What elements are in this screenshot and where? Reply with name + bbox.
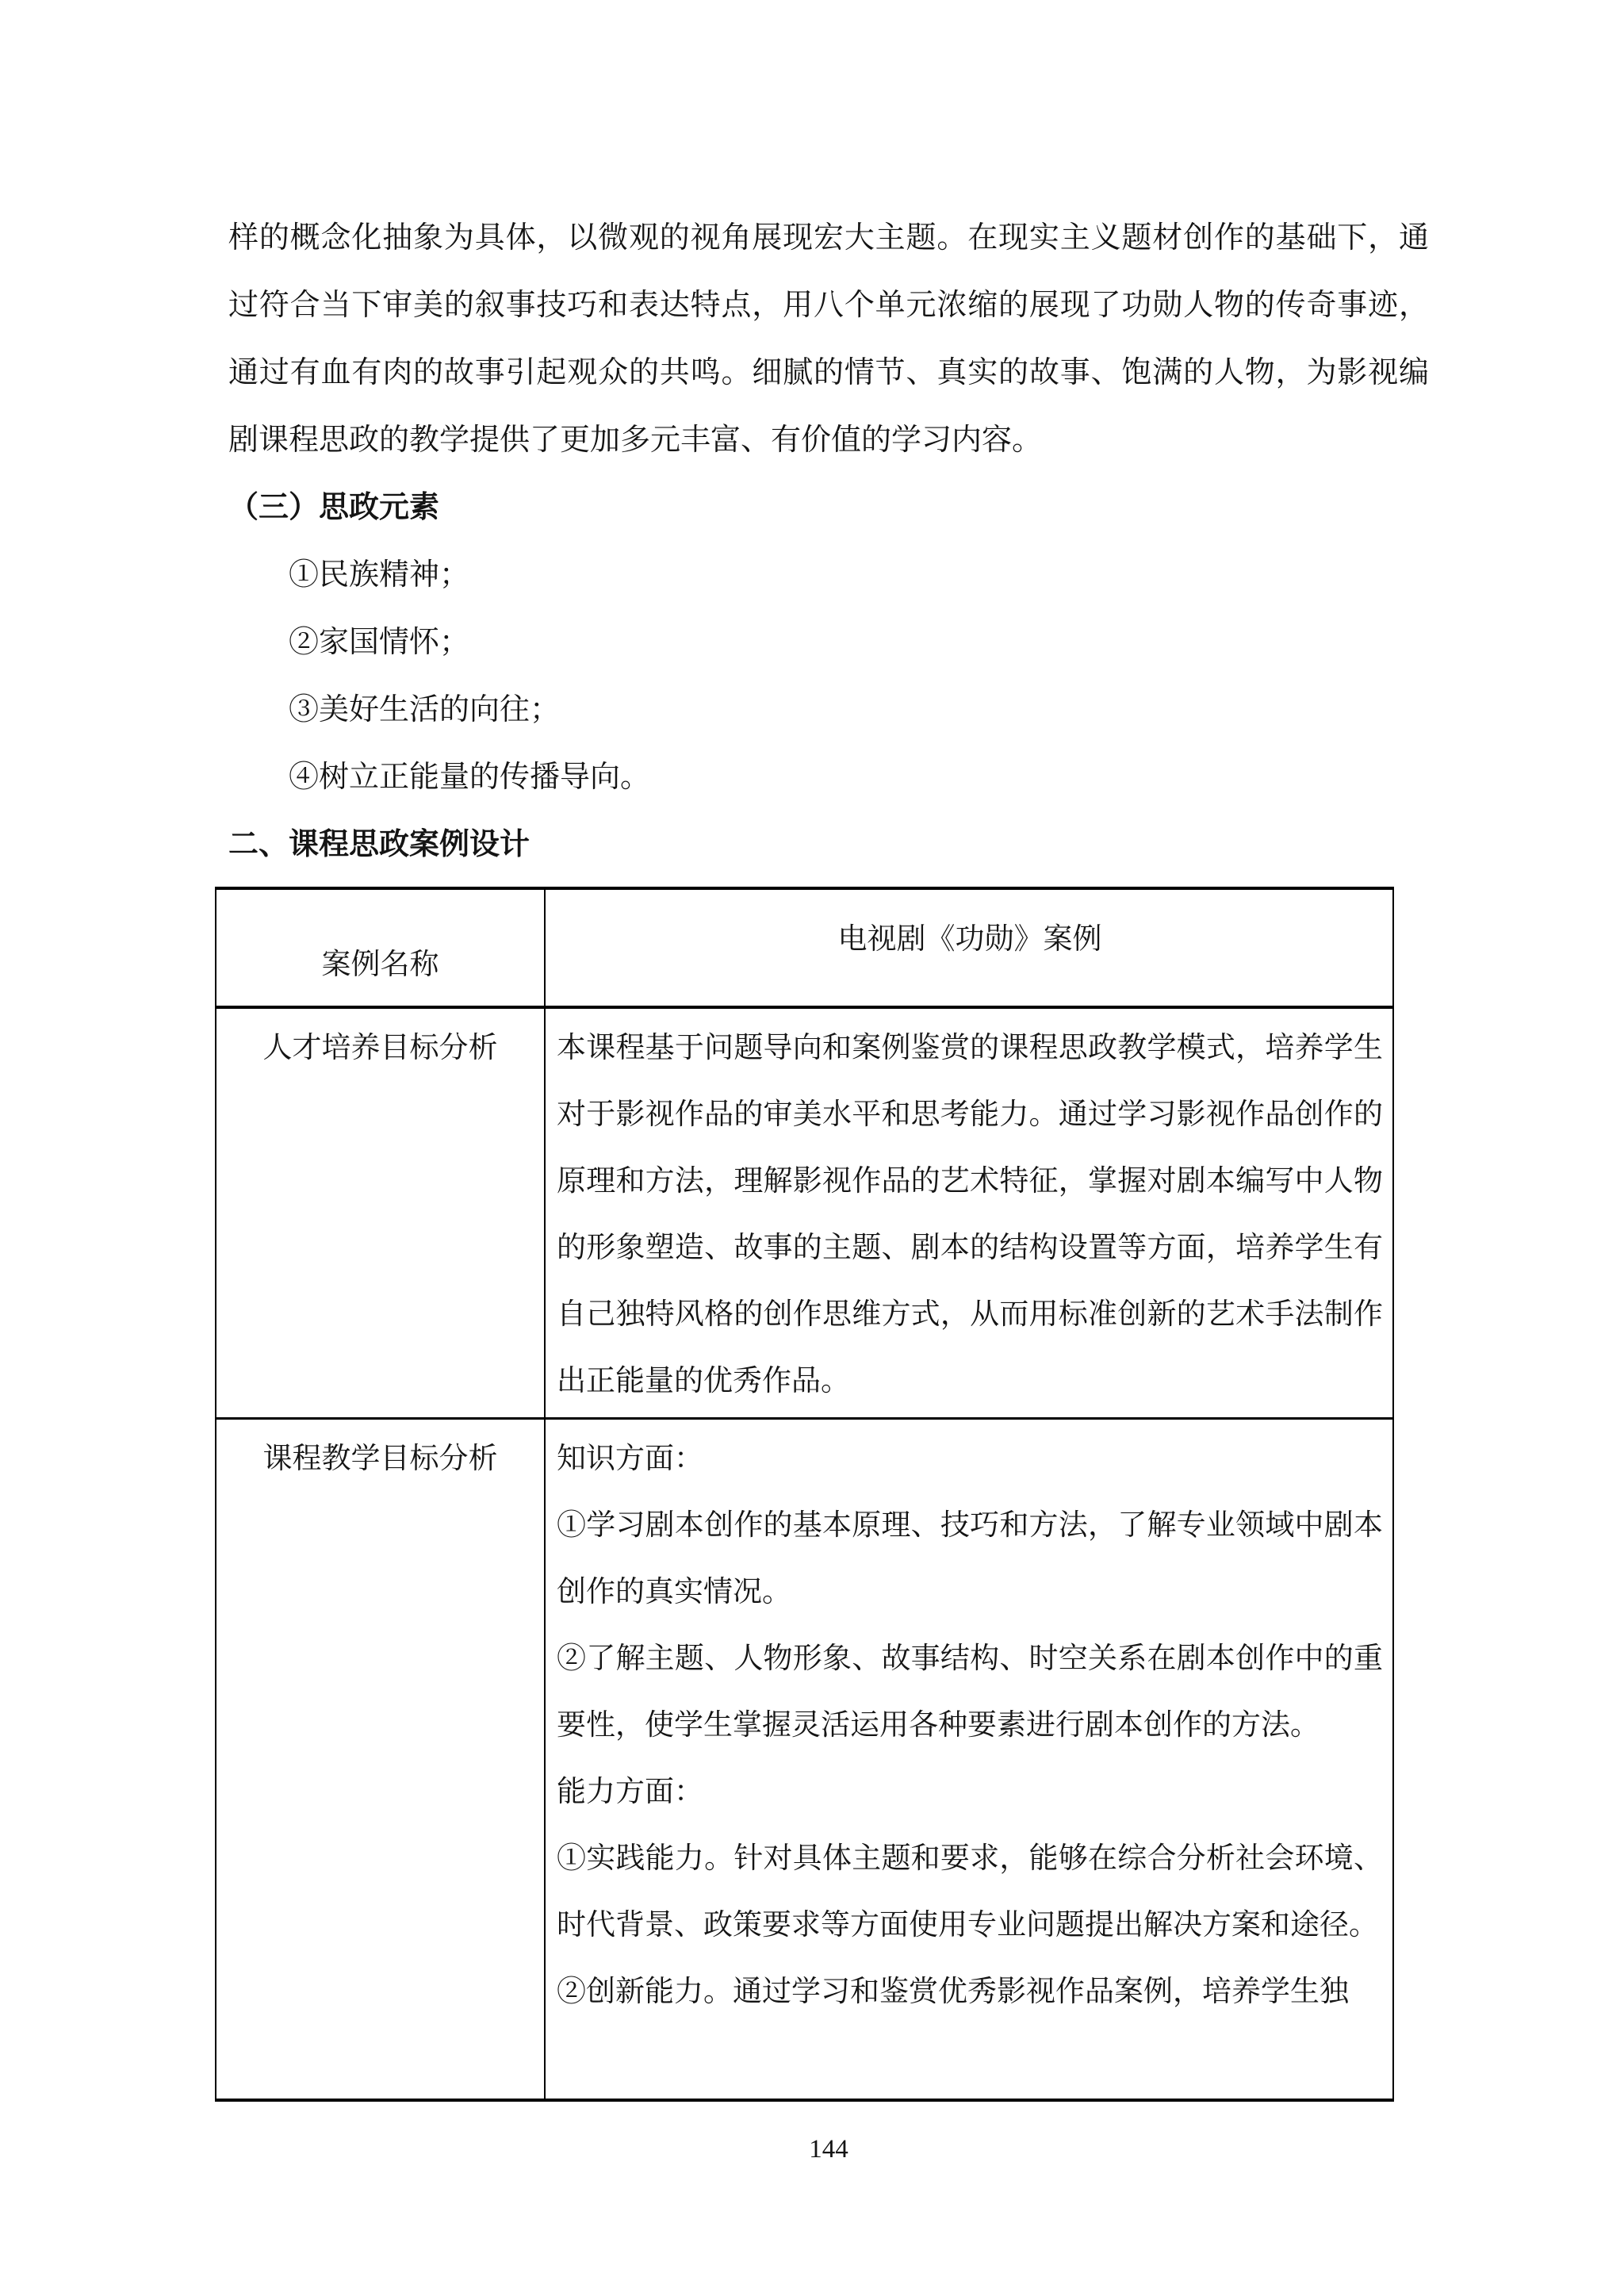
section-heading-case-design: 二、课程思政案例设计: [228, 828, 530, 861]
list-item: ③美好生活的向往；: [289, 693, 561, 726]
row-label-teaching-goal: 课程教学目标分析: [216, 1420, 546, 2099]
case-name-label-cell: 案例名称: [216, 890, 546, 1006]
cell-paragraph: 知识方面：: [557, 1443, 703, 1475]
row-label-talent-goal: 人才培养目标分析: [216, 1009, 546, 1417]
table-row: [216, 1006, 1392, 1417]
cell-paragraph: 能力方面：: [557, 1776, 703, 1808]
body-paragraph: 样的概念化抽象为具体，以微观的视角展现宏大主题。在现实主义题材创作的基础下，通过符合当下审美的叙事技巧和表达特点，用八个单元浓缩的展现了功勋人物的传奇事迹，通过有血有肉的故事引起观众的共鸣。细腻的情节、真实的故事、饱满的人物，为影视编剧课程思政的教学提供了更加多元丰富、有价值的学习内容。: [228, 221, 1429, 457]
text-column: [228, 205, 1429, 879]
case-design-table: [215, 887, 1394, 2102]
case-title-cell: 电视剧《功勋》案例: [837, 923, 1102, 956]
table-header-row: [216, 887, 1392, 1006]
si-zheng-elements-list: [228, 542, 1429, 811]
table-row: [216, 1417, 1392, 2099]
row-content-talent-goal: [546, 1009, 1392, 1417]
section-heading-si-zheng-elements: （三）思政元素: [228, 491, 440, 524]
list-item: ④树立正能量的传播导向。: [289, 761, 651, 794]
list-item: ①民族精神；: [289, 558, 470, 592]
page-number: 144: [809, 2135, 848, 2164]
list-item: ②家国情怀；: [289, 626, 470, 659]
cell-paragraph: ②创新能力。通过学习和鉴赏优秀影视作品案例，培养学生独: [557, 1976, 1349, 2008]
cell-paragraph: ②了解主题、人物形象、故事结构、时空关系在剧本创作中的重要性，使学生掌握灵活运用各种要素进行剧本创作的方法。: [557, 1642, 1383, 1742]
cell-paragraph: ①学习剧本创作的基本原理、技巧和方法，了解专业领域中剧本创作的真实情况。: [557, 1509, 1383, 1608]
cell-paragraph: 本课程基于问题导向和案例鉴赏的课程思政教学模式，培养学生对于影视作品的审美水平和思考能力。通过学习影视作品创作的原理和方法，理解影视作品的艺术特征，掌握对剧本编写中人物的形象塑造、故事的主题、剧本的结构设置等方面，培养学生有自己独特风格的创作思维方式，从而用标准创新的艺术手法制作出正能量的优秀作品。: [557, 1032, 1383, 1397]
cell-paragraph: ①实践能力。针对具体主题和要求，能够在综合分析社会环境、时代背景、政策要求等方面使用专业问题提出解决方案和途径。: [557, 1842, 1383, 1941]
row-content-teaching-goal: [546, 1420, 1392, 2099]
